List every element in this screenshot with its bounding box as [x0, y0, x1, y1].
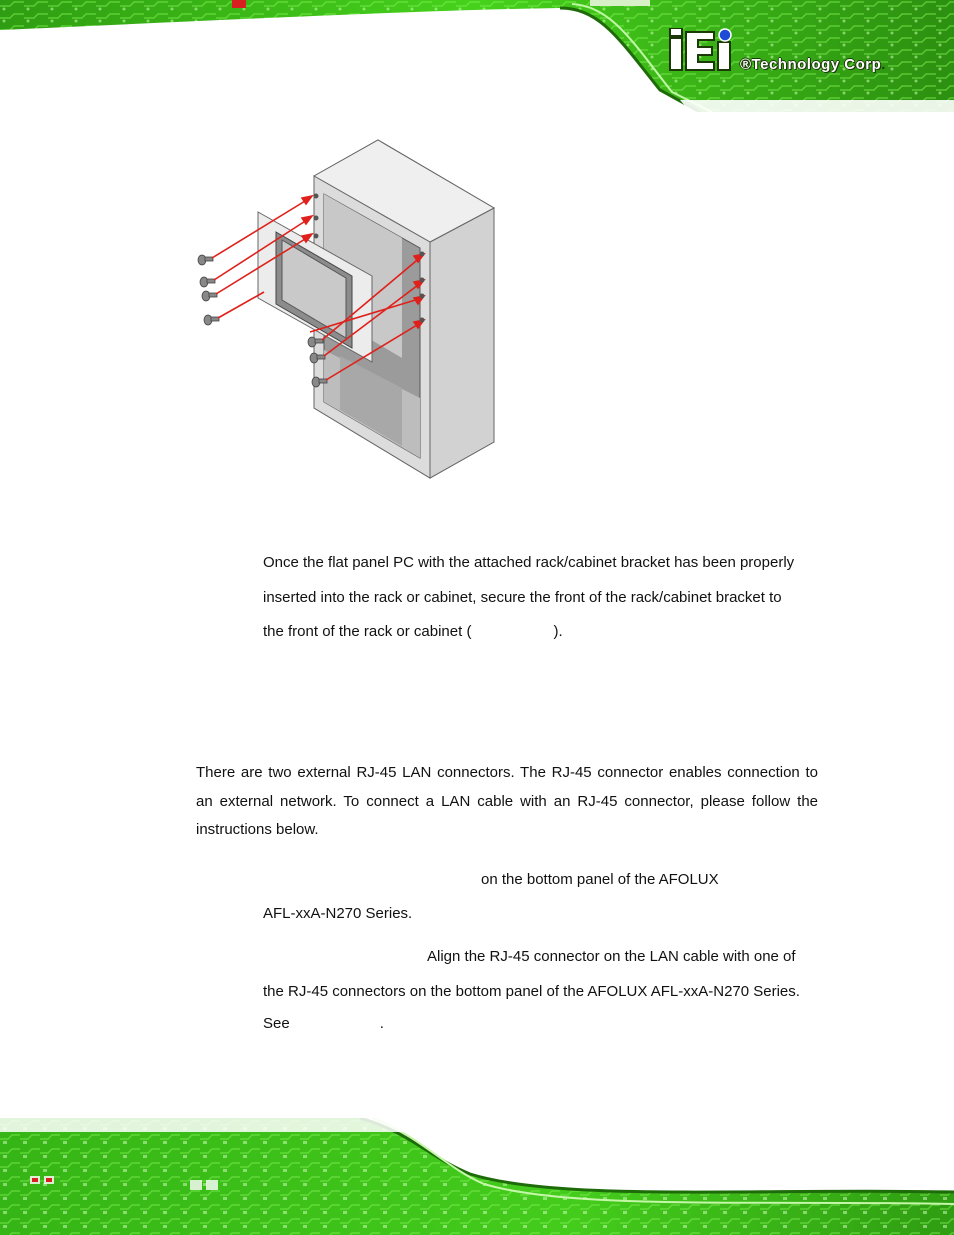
page-header	[0, 0, 954, 112]
bracket-line-1: Once the flat panel PC with the attached rack/cabinet bracket has been properly	[263, 554, 795, 571]
bracket-line-2: inserted into the rack or cabinet, secure the front of the rack/cabinet bracket to	[263, 588, 782, 606]
step1-line-1: on the bottom panel of the AFOLUX	[481, 871, 719, 888]
step1-line-2: AFL-xxA-N270 Series.	[263, 905, 413, 922]
cabinet-mounting-figure	[190, 136, 510, 486]
bracket-line-3: the front of the rack or cabinet ( ).	[263, 623, 563, 640]
step2-line-1: Align the RJ-45 connector on the LAN cable with one of	[427, 948, 796, 965]
step2-line-3: See .	[263, 1015, 384, 1032]
cabinet-mounting-illustration	[190, 136, 510, 486]
page-footer	[0, 1118, 954, 1235]
company-name: ®Technology Corp.	[740, 56, 886, 73]
step2-line-2: the RJ-45 connectors on the bottom panel of the AFOLUX AFL-xxA-N270 Series.	[263, 983, 800, 1000]
lan-intro-paragraph: There are two external RJ-45 LAN connectors. The RJ-45 connector enables connection to an external network. To connect a LAN cable with an RJ-45 connector, please follow the instructions below.	[196, 764, 818, 838]
bracket-instruction-paragraph	[263, 546, 823, 650]
iei-logo-mark	[668, 28, 738, 72]
iei-logo	[668, 26, 928, 86]
pcb-footer-background	[0, 1118, 954, 1235]
